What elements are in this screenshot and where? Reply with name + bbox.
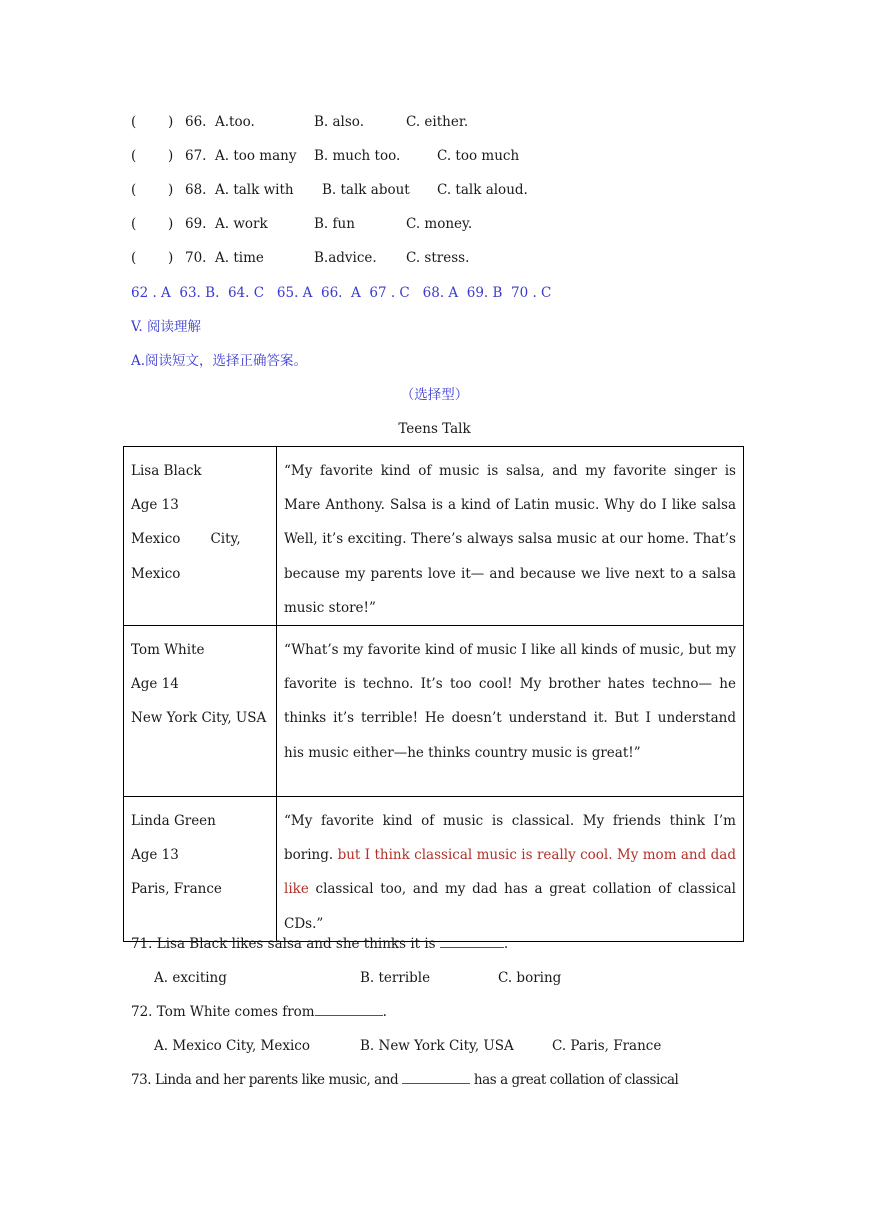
answer-paren-open: ( (131, 250, 137, 266)
question-text: 73. Linda and her parents like music, and (131, 1072, 403, 1088)
person-quote-cell (277, 626, 744, 797)
person-quote-part: classical too, and my dad has a great collation of classical CDs.” (284, 881, 736, 932)
person-name: Linda Green (131, 813, 216, 830)
option-a: A. too many (215, 148, 297, 164)
option-c: C. Paris, France (552, 1038, 662, 1054)
answer-paren-open: ( (131, 182, 137, 198)
option-b: B. much too. (314, 148, 401, 164)
answer-blank (440, 935, 504, 948)
option-b: B.advice. (314, 250, 377, 266)
section-heading: V. 阅读理解 (131, 319, 201, 335)
table-row (124, 626, 744, 797)
person-age: Age 14 (131, 676, 179, 693)
option-a: A. time (215, 250, 264, 266)
question-text-end: has a great collation of classical (470, 1072, 679, 1088)
table-row (124, 447, 744, 626)
question-number: 69. (185, 216, 207, 232)
question-number: 70. (185, 250, 207, 266)
option-b: B. New York City, USA (360, 1038, 514, 1054)
option-c: C. boring (498, 970, 562, 986)
option-b: B. also. (314, 114, 364, 130)
question-71-options (154, 969, 562, 987)
person-place: New York City, USA (131, 710, 267, 727)
option-a: A. Mexico City, Mexico (154, 1038, 310, 1054)
option-c: C. too much (437, 148, 520, 164)
person-name: Lisa Black (131, 463, 202, 479)
option-c: C. stress. (406, 250, 470, 266)
table-row (124, 797, 744, 942)
person-place: Mexico City, (131, 531, 241, 548)
answer-paren-close: ) (168, 182, 174, 198)
person-place: Paris, France (131, 881, 222, 898)
person-place-continued: Mexico (131, 565, 181, 582)
question-66 (131, 113, 469, 131)
question-number: 68. (185, 182, 207, 198)
question-text: 71. Lisa Black likes salsa and she thinks it is (131, 936, 440, 952)
person-info-cell (124, 626, 277, 797)
answer-paren-open: ( (131, 216, 137, 232)
question-number: 67. (185, 148, 207, 164)
option-c: C. talk aloud. (437, 182, 528, 198)
person-quote: “My favorite kind of music is salsa, and my favorite singer is Mare Anthony. Salsa is a kind of Latin music. Why do I like salsa Well, it’s exciting. There’s always salsa music at our home. That’s because my parents love it— and because we live next to a salsa music store!” (284, 463, 736, 616)
person-quote: “What’s my favorite kind of music I like all kinds of music, but my favorite is techno. It’s too cool! My brother hates techno— he thinks it’s terrible! He doesn’t understand it. But I understand his music either—he thinks country music is great!” (284, 642, 736, 761)
person-quote-cell (277, 447, 744, 626)
option-a: A.too. (215, 114, 255, 130)
answer-blank (315, 1003, 383, 1016)
option-a: A. talk with (215, 182, 294, 198)
question-73-stem (131, 1071, 678, 1089)
option-b: B. talk about (322, 182, 410, 198)
passage-title: Teens Talk (398, 421, 471, 437)
teens-talk-table (123, 446, 744, 942)
question-type-label: （选择型） (400, 387, 469, 403)
highlighted-quote-part: but I think classical music is really cool. My mom and dad like (284, 847, 736, 898)
instruction-text: A.阅读短文，选择正确答案。 (131, 353, 308, 369)
question-number: 66. (185, 114, 207, 130)
question-72-options (154, 1037, 662, 1055)
option-a: A. exciting (154, 970, 227, 986)
person-age: Age 13 (131, 847, 179, 864)
question-text: 72. Tom White comes from (131, 1004, 315, 1020)
option-b: B. fun (314, 216, 355, 232)
answer-key: 62 . A 63. B. 64. C 65. A 66. A 67 . C 68. A 69. B 70 . C (131, 285, 552, 301)
question-text-end: . (503, 936, 509, 952)
person-age: Age 13 (131, 497, 179, 514)
person-quote-cell (277, 797, 744, 942)
person-quote-part: “My favorite kind of music is classical. My friends think I’m boring. (284, 813, 736, 864)
option-b: B. terrible (360, 970, 431, 986)
person-name: Tom White (131, 642, 205, 659)
person-info-cell (124, 447, 277, 626)
person-info-cell (124, 797, 277, 942)
answer-paren-close: ) (168, 216, 174, 232)
question-67 (131, 147, 520, 165)
answer-paren-open: ( (131, 148, 137, 164)
question-70 (131, 249, 470, 267)
option-c: C. either. (406, 114, 469, 130)
option-a: A. work (215, 216, 268, 232)
option-c: C. money. (406, 216, 473, 232)
answer-paren-close: ) (168, 114, 174, 130)
question-69 (131, 215, 473, 233)
question-72-stem (131, 1003, 387, 1021)
question-68 (131, 181, 528, 199)
answer-paren-close: ) (168, 250, 174, 266)
answer-blank (402, 1071, 470, 1084)
question-text-end: . (382, 1004, 387, 1020)
answer-paren-open: ( (131, 114, 137, 130)
question-71-stem (131, 935, 508, 953)
answer-paren-close: ) (168, 148, 174, 164)
